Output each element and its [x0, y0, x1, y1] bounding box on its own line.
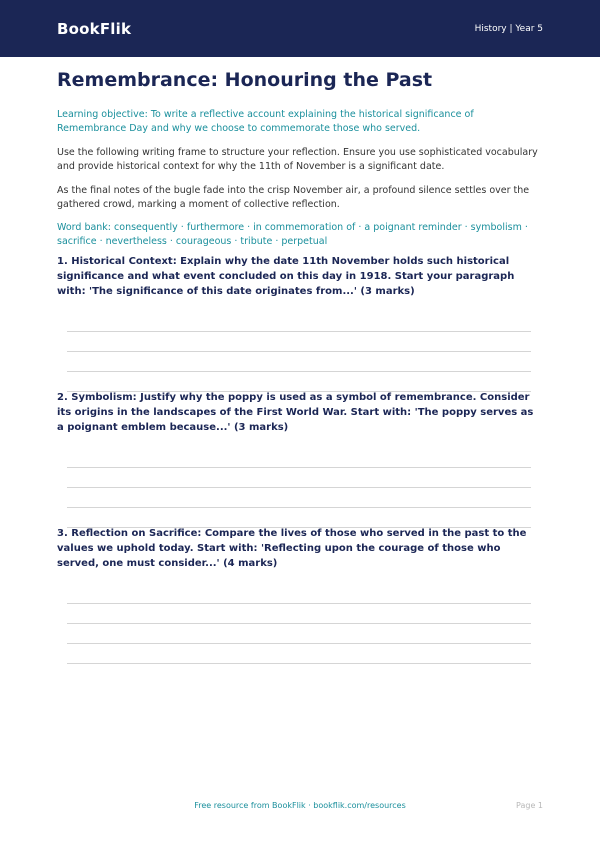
learning-objective: Learning objective: To write a reflective account explaining the historical significance of Remembrance Day and why we choose to commemorate those who served. — [57, 109, 474, 134]
answer-line[interactable] — [67, 371, 531, 372]
answer-line[interactable] — [67, 467, 531, 468]
question-1-prompt: 1. Historical Context: Explain why the date 11th November holds such historical significance and what event concluded on this day in 1918. Start your paragraph with: 'The significance of this date originates from...' (3 marks) — [57, 256, 515, 297]
brand-logo: BookFlik — [57, 19, 132, 38]
page-number: Page 1 — [516, 801, 543, 810]
answer-line[interactable] — [67, 331, 531, 332]
footer — [0, 801, 600, 815]
intro-paragraph: As the final notes of the bugle fade into the crisp November air, a profound silence settles over the gathered crowd, marking a moment of collective reflection. — [57, 185, 530, 210]
question-2 — [57, 390, 543, 435]
page-title: Remembrance: Honouring the Past — [57, 69, 433, 91]
subject-year-label: History | Year 5 — [474, 23, 543, 34]
answer-line[interactable] — [67, 663, 531, 664]
question-3 — [57, 526, 543, 571]
answer-line[interactable] — [67, 487, 531, 488]
footer-link[interactable]: Free resource from BookFlik · bookflik.com/resources — [194, 801, 406, 810]
question-3-prompt: 3. Reflection on Sacrifice: Compare the lives of those who served in the past to the values we uphold today. Start with: 'Reflecting upon the courage of those who served, one must consider...' (4 marks) — [57, 528, 527, 569]
worksheet-content — [57, 57, 543, 569]
answer-line[interactable] — [67, 643, 531, 644]
instructions: Use the following writing frame to structure your reflection. Ensure you use sophisticated vocabulary and provide historical context for why the 11th of November is a significant date. — [57, 147, 538, 172]
answer-line[interactable] — [67, 623, 531, 624]
question-2-prompt: 2. Symbolism: Justify why the poppy is used as a symbol of remembrance. Consider its origins in the landscapes of the First World War. Start with: 'The poppy serves as a poignant emblem because...' (3 marks) — [57, 392, 534, 433]
question-1 — [57, 254, 543, 299]
answer-line[interactable] — [67, 351, 531, 352]
word-bank: Word bank: consequently · furthermore · in commemoration of · a poignant reminder · symbolism · sacrifice · nevertheless · courageous · tribute · perpetual — [57, 222, 528, 247]
answer-line[interactable] — [67, 507, 531, 508]
header-bar — [0, 0, 600, 57]
answer-line[interactable] — [67, 603, 531, 604]
